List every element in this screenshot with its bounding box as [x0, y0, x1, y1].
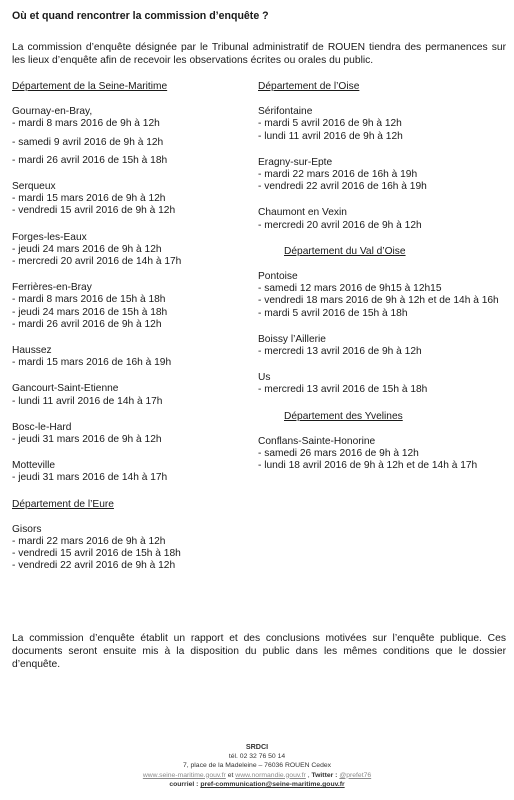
session-date: - mardi 22 mars 2016 de 9h à 12h: [12, 536, 166, 548]
right-column: [258, 81, 508, 486]
place-block: [12, 383, 250, 407]
place-block: [12, 422, 250, 446]
place-name: Ferrières-en-Bray: [12, 282, 92, 294]
eure-list: [12, 524, 250, 573]
twitter-label: Twitter :: [311, 771, 340, 779]
session-date: - mardi 8 mars 2016 de 9h à 12h: [12, 118, 160, 130]
yvelines-list: [258, 436, 508, 473]
session-date: - vendredi 22 avril 2016 de 16h à 19h: [258, 181, 427, 193]
session-date: - vendredi 22 avril 2016 de 9h à 12h: [12, 560, 176, 572]
footer-and: et: [225, 771, 236, 779]
footer-phone: tél. 02 32 76 50 14: [228, 752, 286, 760]
link-seine-maritime[interactable]: www.seine-maritime.gouv.fr: [142, 771, 226, 779]
place-block: [12, 181, 250, 218]
session-date: - mardi 15 mars 2016 de 16h à 19h: [12, 357, 172, 369]
place-block: [12, 345, 250, 369]
session-date: - jeudi 24 mars 2016 de 15h à 18h: [12, 306, 168, 318]
session-date: - vendredi 15 avril 2016 de 9h à 12h: [12, 205, 176, 217]
footer-address: 7, place de la Madeleine – 76036 ROUEN Cedex: [182, 762, 332, 769]
link-email[interactable]: pref-communication@seine-maritime.gouv.fr: [200, 781, 345, 788]
place-name: Us: [258, 372, 271, 384]
session-date: - jeudi 31 mars 2016 de 14h à 17h: [12, 472, 168, 484]
place-block: [258, 372, 508, 396]
footer-sep: ,: [305, 771, 312, 779]
place-name: Gisors: [12, 523, 42, 535]
session-date: - mardi 8 mars 2016 de 15h à 18h: [12, 294, 166, 306]
page-title: Où et quand rencontrer la commission d’enquête ?: [12, 10, 269, 22]
session-date: - lundi 11 avril 2016 de 9h à 12h: [258, 130, 403, 142]
place-block: [12, 524, 250, 573]
session-date: - lundi 11 avril 2016 de 14h à 17h: [12, 395, 163, 407]
footer-org: SRDCI: [245, 742, 269, 751]
place-block: [258, 271, 508, 320]
left-column: [12, 81, 250, 587]
session-date: - mercredi 13 avril 2016 de 15h à 18h: [258, 384, 428, 396]
session-date: - vendredi 18 mars 2016 de 9h à 12h et de 14h à 16h: [258, 295, 499, 307]
conclusion-paragraph: La commission d’enquête établit un rapport et des conclusions motivées sur l’enquête publique. Ces documents seront ensuite mis à la disposition du public dans les mêmes conditions que le dossier d’enquête.: [12, 633, 506, 670]
oise-list: [258, 106, 508, 232]
link-normandie[interactable]: www.normandie.gouv.fr: [235, 771, 306, 779]
footer-links: [0, 771, 514, 781]
place-name: Forges-les-Eaux: [12, 231, 87, 243]
dept-heading-seine-maritime: Département de la Seine-Maritime: [12, 81, 168, 92]
session-date: - lundi 18 avril 2016 de 9h à 12h et de 14h à 17h: [258, 460, 478, 472]
place-block: [12, 232, 250, 269]
session-date: - mardi 26 avril 2016 de 9h à 12h: [12, 318, 162, 330]
place-name: Motteville: [12, 460, 56, 472]
session-date: - samedi 26 mars 2016 de 9h à 12h: [258, 448, 419, 460]
session-date: - mardi 15 mars 2016 de 9h à 12h: [12, 193, 166, 205]
session-date: - samedi 9 avril 2016 de 9h à 12h: [12, 136, 164, 148]
session-date: - jeudi 24 mars 2016 de 9h à 12h: [12, 243, 162, 255]
link-twitter[interactable]: @prefet76: [339, 771, 372, 779]
session-date: - mercredi 20 avril 2016 de 9h à 12h: [258, 219, 422, 231]
place-name: Boissy l’Aillerie: [258, 333, 326, 345]
session-date: - mardi 5 avril 2016 de 15h à 18h: [258, 307, 408, 319]
place-name: Serqueux: [12, 181, 56, 193]
dept-heading-yvelines: Département des Yvelines: [284, 410, 403, 422]
place-block: [12, 106, 250, 167]
place-block: [258, 334, 508, 358]
place-block: [258, 157, 508, 194]
session-date: - mardi 26 avril 2016 de 15h à 18h: [12, 154, 168, 166]
place-name: Haussez: [12, 345, 52, 357]
place-name: Gancourt-Saint-Etienne: [12, 383, 119, 395]
valdoise-list: [258, 271, 508, 397]
session-date: - vendredi 15 avril 2016 de 15h à 18h: [12, 548, 181, 560]
place-block: [12, 282, 250, 331]
session-date: - mercredi 13 avril 2016 de 9h à 12h: [258, 346, 422, 358]
footer-email-line: [0, 780, 514, 790]
footer: [0, 742, 514, 790]
place-block: [12, 460, 250, 484]
session-date: - samedi 12 mars 2016 de 9h15 à 12h15: [258, 283, 442, 295]
place-block: [258, 207, 508, 231]
place-name: Bosc-le-Hard: [12, 421, 72, 433]
session-date: - mardi 5 avril 2016 de 9h à 12h: [258, 118, 402, 130]
dept-heading-eure: Département de l’Eure: [12, 498, 114, 510]
place-name: Conflans-Sainte-Honorine: [258, 435, 376, 447]
session-date: - mercredi 20 avril 2016 de 14h à 17h: [12, 256, 182, 268]
place-name: Sérifontaine: [258, 106, 313, 118]
place-name: Chaumont en Vexin: [258, 207, 347, 219]
intro-paragraph: La commission d’enquête désignée par le Tribunal administratif de ROUEN tiendra des permanences sur les lieux d’enquête afin de recevoir les observations écrites ou orales du public.: [12, 42, 506, 66]
dept-heading-oise: Département de l’Oise: [258, 81, 360, 92]
courriel-label: courriel :: [169, 781, 201, 788]
session-date: - jeudi 31 mars 2016 de 9h à 12h: [12, 434, 162, 446]
place-name: Pontoise: [258, 271, 298, 283]
place-name: Eragny-sur-Epte: [258, 156, 333, 168]
session-date: - mardi 22 mars 2016 de 16h à 19h: [258, 169, 418, 181]
place-name: Gournay-en-Bray,: [12, 106, 93, 118]
dept-heading-val-doise: Département du Val d’Oise: [284, 245, 406, 257]
seine-list: [12, 106, 250, 484]
place-block: [258, 436, 508, 473]
place-block: [258, 106, 508, 143]
